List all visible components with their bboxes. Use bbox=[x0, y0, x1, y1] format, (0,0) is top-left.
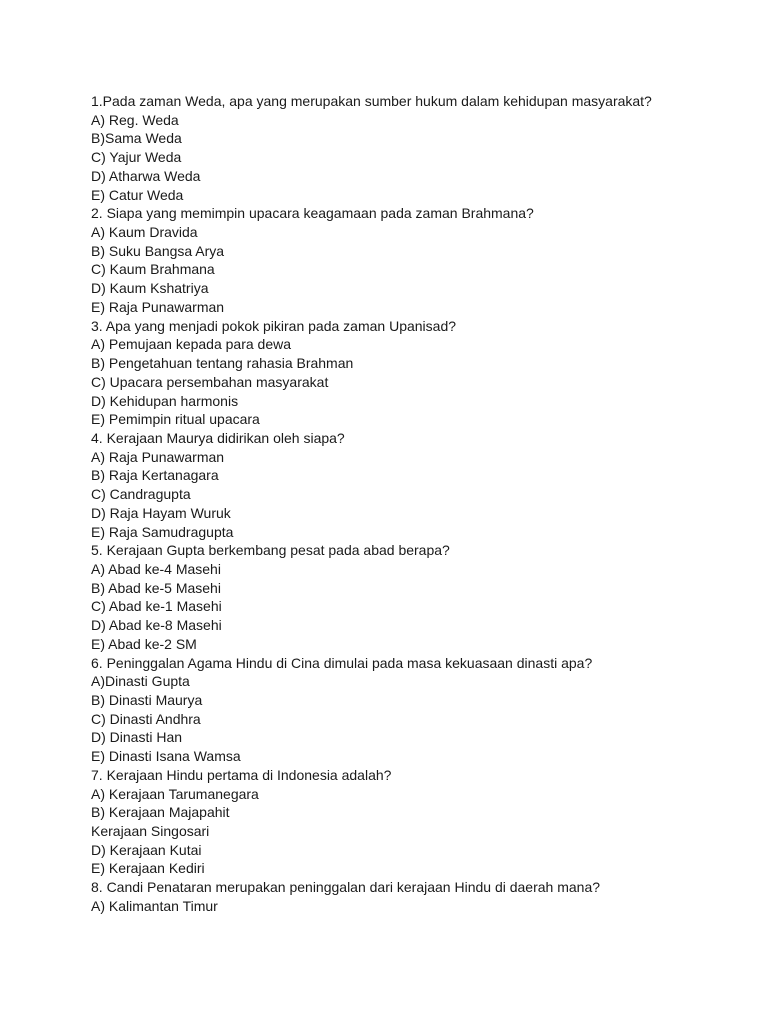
question-text: 4. Kerajaan Maurya didirikan oleh siapa? bbox=[91, 429, 345, 446]
question-text: 2. Siapa yang memimpin upacara keagamaan pada zaman Brahmana? bbox=[91, 205, 534, 222]
question-text: 7. Kerajaan Hindu pertama di Indonesia adalah? bbox=[91, 766, 392, 783]
answer-option: E) Catur Weda bbox=[91, 186, 184, 203]
answer-option: A) Kalimantan Timur bbox=[91, 897, 218, 914]
answer-option: D) Kehidupan harmonis bbox=[91, 392, 239, 409]
answer-option: D) Kaum Kshatriya bbox=[91, 280, 209, 297]
answer-option: C) Yajur Weda bbox=[91, 149, 182, 166]
answer-option: D) Raja Hayam Wuruk bbox=[91, 504, 231, 521]
answer-option: B) Dinasti Maurya bbox=[91, 692, 203, 708]
answer-option: D) Abad ke-8 Masehi bbox=[91, 617, 222, 634]
answer-option: D) Dinasti Han bbox=[91, 729, 183, 746]
question-text: 5. Kerajaan Gupta berkembang pesat pada abad berapa? bbox=[91, 542, 450, 559]
question-text: 6. Peninggalan Agama Hindu di Cina dimulai pada masa kekuasaan dinasti apa? bbox=[91, 654, 593, 671]
answer-option: D) Kerajaan Kutai bbox=[91, 841, 202, 858]
answer-option: B) Pengetahuan tentang rahasia Brahman bbox=[91, 355, 354, 372]
answer-option: B)Sama Weda bbox=[91, 130, 182, 147]
answer-option: B) Raja Kertanagara bbox=[91, 467, 219, 484]
answer-option: C) Kaum Brahmana bbox=[91, 261, 215, 278]
answer-option: E) Abad ke-2 SM bbox=[91, 635, 197, 652]
answer-option: A) Kerajaan Tarumanegara bbox=[91, 785, 259, 802]
question-text: 1.Pada zaman Weda, apa yang merupakan sumber hukum dalam kehidupan masyarakat? bbox=[91, 93, 652, 109]
answer-option: B) Kerajaan Majapahit bbox=[91, 804, 230, 821]
answer-option: B) Suku Bangsa Arya bbox=[91, 242, 225, 259]
answer-option: C) Dinasti Andhra bbox=[91, 710, 201, 727]
answer-option: C) Candragupta bbox=[91, 486, 191, 503]
answer-option: E) Raja Punawarman bbox=[91, 298, 225, 315]
question-text: 3. Apa yang menjadi pokok pikiran pada zaman Upanisad? bbox=[91, 317, 457, 334]
answer-option: A) Reg. Weda bbox=[91, 111, 179, 128]
answer-option: D) Atharwa Weda bbox=[91, 167, 201, 184]
answer-option: B) Abad ke-5 Masehi bbox=[91, 579, 221, 596]
answer-option: Kerajaan Singosari bbox=[91, 823, 210, 840]
answer-option: A) Raja Punawarman bbox=[91, 448, 225, 465]
answer-option: E) Pemimpin ritual upacara bbox=[91, 411, 260, 428]
answer-option: A) Abad ke-4 Masehi bbox=[91, 560, 221, 577]
answer-option: E) Kerajaan Kediri bbox=[91, 860, 205, 877]
document-page bbox=[91, 92, 751, 916]
answer-option: C) Abad ke-1 Masehi bbox=[91, 598, 222, 615]
answer-option: A) Kaum Dravida bbox=[91, 224, 198, 241]
answer-option: E) Dinasti Isana Wamsa bbox=[91, 748, 241, 765]
answer-option: A) Pemujaan kepada para dewa bbox=[91, 336, 292, 353]
answer-option: A)Dinasti Gupta bbox=[91, 673, 190, 690]
answer-option: C) Upacara persembahan masyarakat bbox=[91, 373, 329, 390]
question-text: 8. Candi Penataran merupakan peninggalan dari kerajaan Hindu di daerah mana? bbox=[91, 879, 601, 896]
answer-option: E) Raja Samudragupta bbox=[91, 523, 234, 540]
